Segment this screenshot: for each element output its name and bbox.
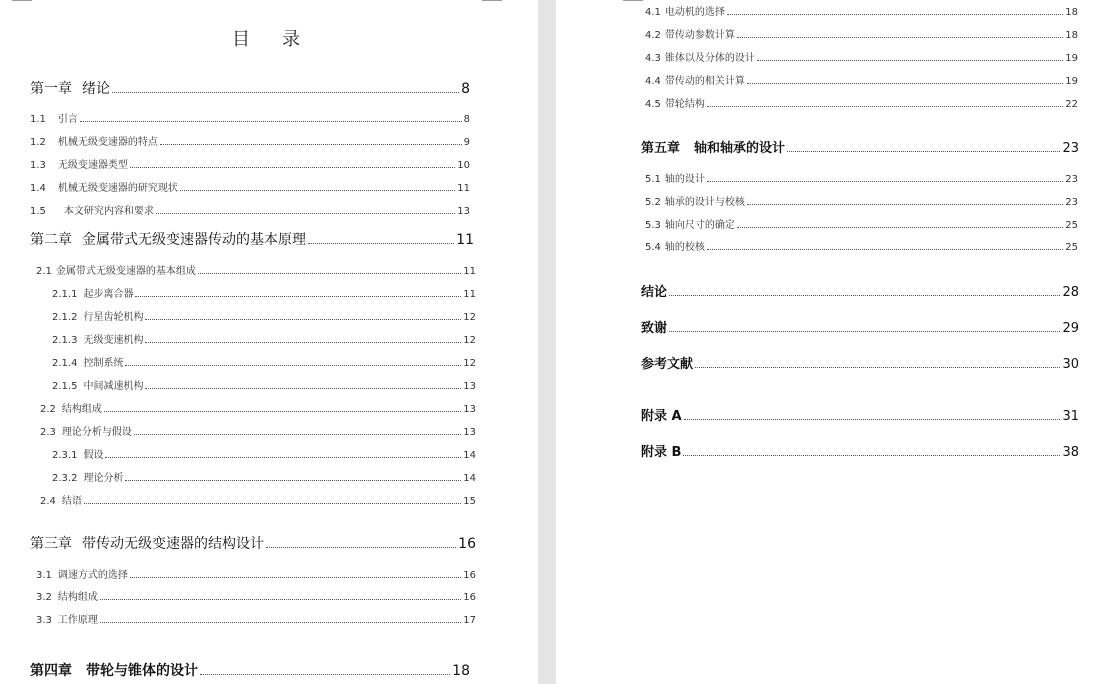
toc-subsection-2-1-4[interactable]: 2.1.4 控制系统 12: [52, 358, 476, 369]
toc-subsection-2-3-1[interactable]: 2.3.1 假设 14: [52, 450, 476, 461]
toc-chapter-2[interactable]: 第二章 金属带式无级变速器传动的基本原理 11: [30, 232, 474, 248]
toc-appendix-b[interactable]: 附录 B 38: [641, 445, 1079, 460]
toc-subsection-2-1-1[interactable]: 2.1.1 起步离合器 11: [52, 289, 476, 300]
toc-conclusion[interactable]: 结论 28: [641, 285, 1079, 300]
page-gutter: [538, 0, 556, 684]
toc-section-3-3[interactable]: 3.3 工作原理 17: [36, 615, 476, 626]
toc-section-2-1[interactable]: 2.1 金属带式无级变速器的基本组成 11: [36, 266, 476, 277]
toc-subsection-2-1-5[interactable]: 2.1.5 中间减速机构 13: [52, 381, 476, 392]
toc-subsection-2-1-3[interactable]: 2.1.3 无级变速机构 12: [52, 335, 476, 346]
toc-subsection-2-3-2[interactable]: 2.3.2 理论分析 14: [52, 473, 476, 484]
toc-section-2-4[interactable]: 2.4 结语 15: [40, 496, 476, 507]
toc-section-4-5[interactable]: 4.5 带轮结构 22: [645, 99, 1078, 110]
toc-section-4-4[interactable]: 4.4 带传动的相关计算 19: [645, 76, 1078, 87]
toc-section-2-2[interactable]: 2.2 结构组成 13: [40, 404, 476, 415]
toc-acknowledgements[interactable]: 致谢 29: [641, 321, 1079, 336]
toc-section-3-2[interactable]: 3.2 结构组成 16: [36, 592, 476, 603]
crop-mark: [482, 0, 502, 1]
toc-chapter-1[interactable]: 第一章 绪论 8: [30, 81, 470, 97]
toc-section-4-1[interactable]: 4.1 电动机的选择 18: [645, 7, 1078, 18]
toc-section-1-1[interactable]: 1.1 引言 8: [30, 114, 470, 125]
toc-section-1-2[interactable]: 1.2 机械无级变速器的特点 9: [30, 137, 470, 148]
toc-section-1-3[interactable]: 1.3 无级变速器类型 10: [30, 160, 470, 171]
toc-title: 目 录: [232, 29, 306, 50]
toc-references[interactable]: 参考文献 30: [641, 357, 1079, 372]
toc-section-5-3[interactable]: 5.3 轴向尺寸的确定 25: [645, 220, 1078, 231]
toc-section-1-4[interactable]: 1.4 机械无级变速器的研究现状 11: [30, 183, 470, 194]
toc-chapter-5[interactable]: 第五章 轴和轴承的设计 23: [641, 141, 1079, 156]
toc-section-5-2[interactable]: 5.2 轴承的设计与校核 23: [645, 197, 1078, 208]
toc-page-right: [556, 0, 1096, 684]
toc-section-2-3[interactable]: 2.3 理论分析与假设 13: [40, 427, 476, 438]
toc-subsection-2-1-2[interactable]: 2.1.2 行星齿轮机构 12: [52, 312, 476, 323]
toc-chapter-4[interactable]: 第四章 带轮与锥体的设计 18: [30, 663, 470, 679]
toc-section-4-2[interactable]: 4.2 带传动参数计算 18: [645, 30, 1078, 41]
toc-section-3-1[interactable]: 3.1 调速方式的选择 16: [36, 570, 476, 581]
toc-chapter-3[interactable]: 第三章 带传动无级变速器的结构设计 16: [30, 536, 476, 552]
crop-mark: [12, 0, 32, 1]
crop-mark: [623, 0, 643, 1]
toc-section-5-4[interactable]: 5.4 轴的校核 25: [645, 242, 1078, 253]
toc-section-4-3[interactable]: 4.3 锥体以及分体的设计 19: [645, 53, 1078, 64]
toc-appendix-a[interactable]: 附录 A 31: [641, 409, 1079, 424]
toc-page-left: [0, 0, 538, 684]
toc-section-5-1[interactable]: 5.1 轴的设计 23: [645, 174, 1078, 185]
toc-section-1-5[interactable]: 1.5 本文研究内容和要求 13: [30, 206, 470, 217]
